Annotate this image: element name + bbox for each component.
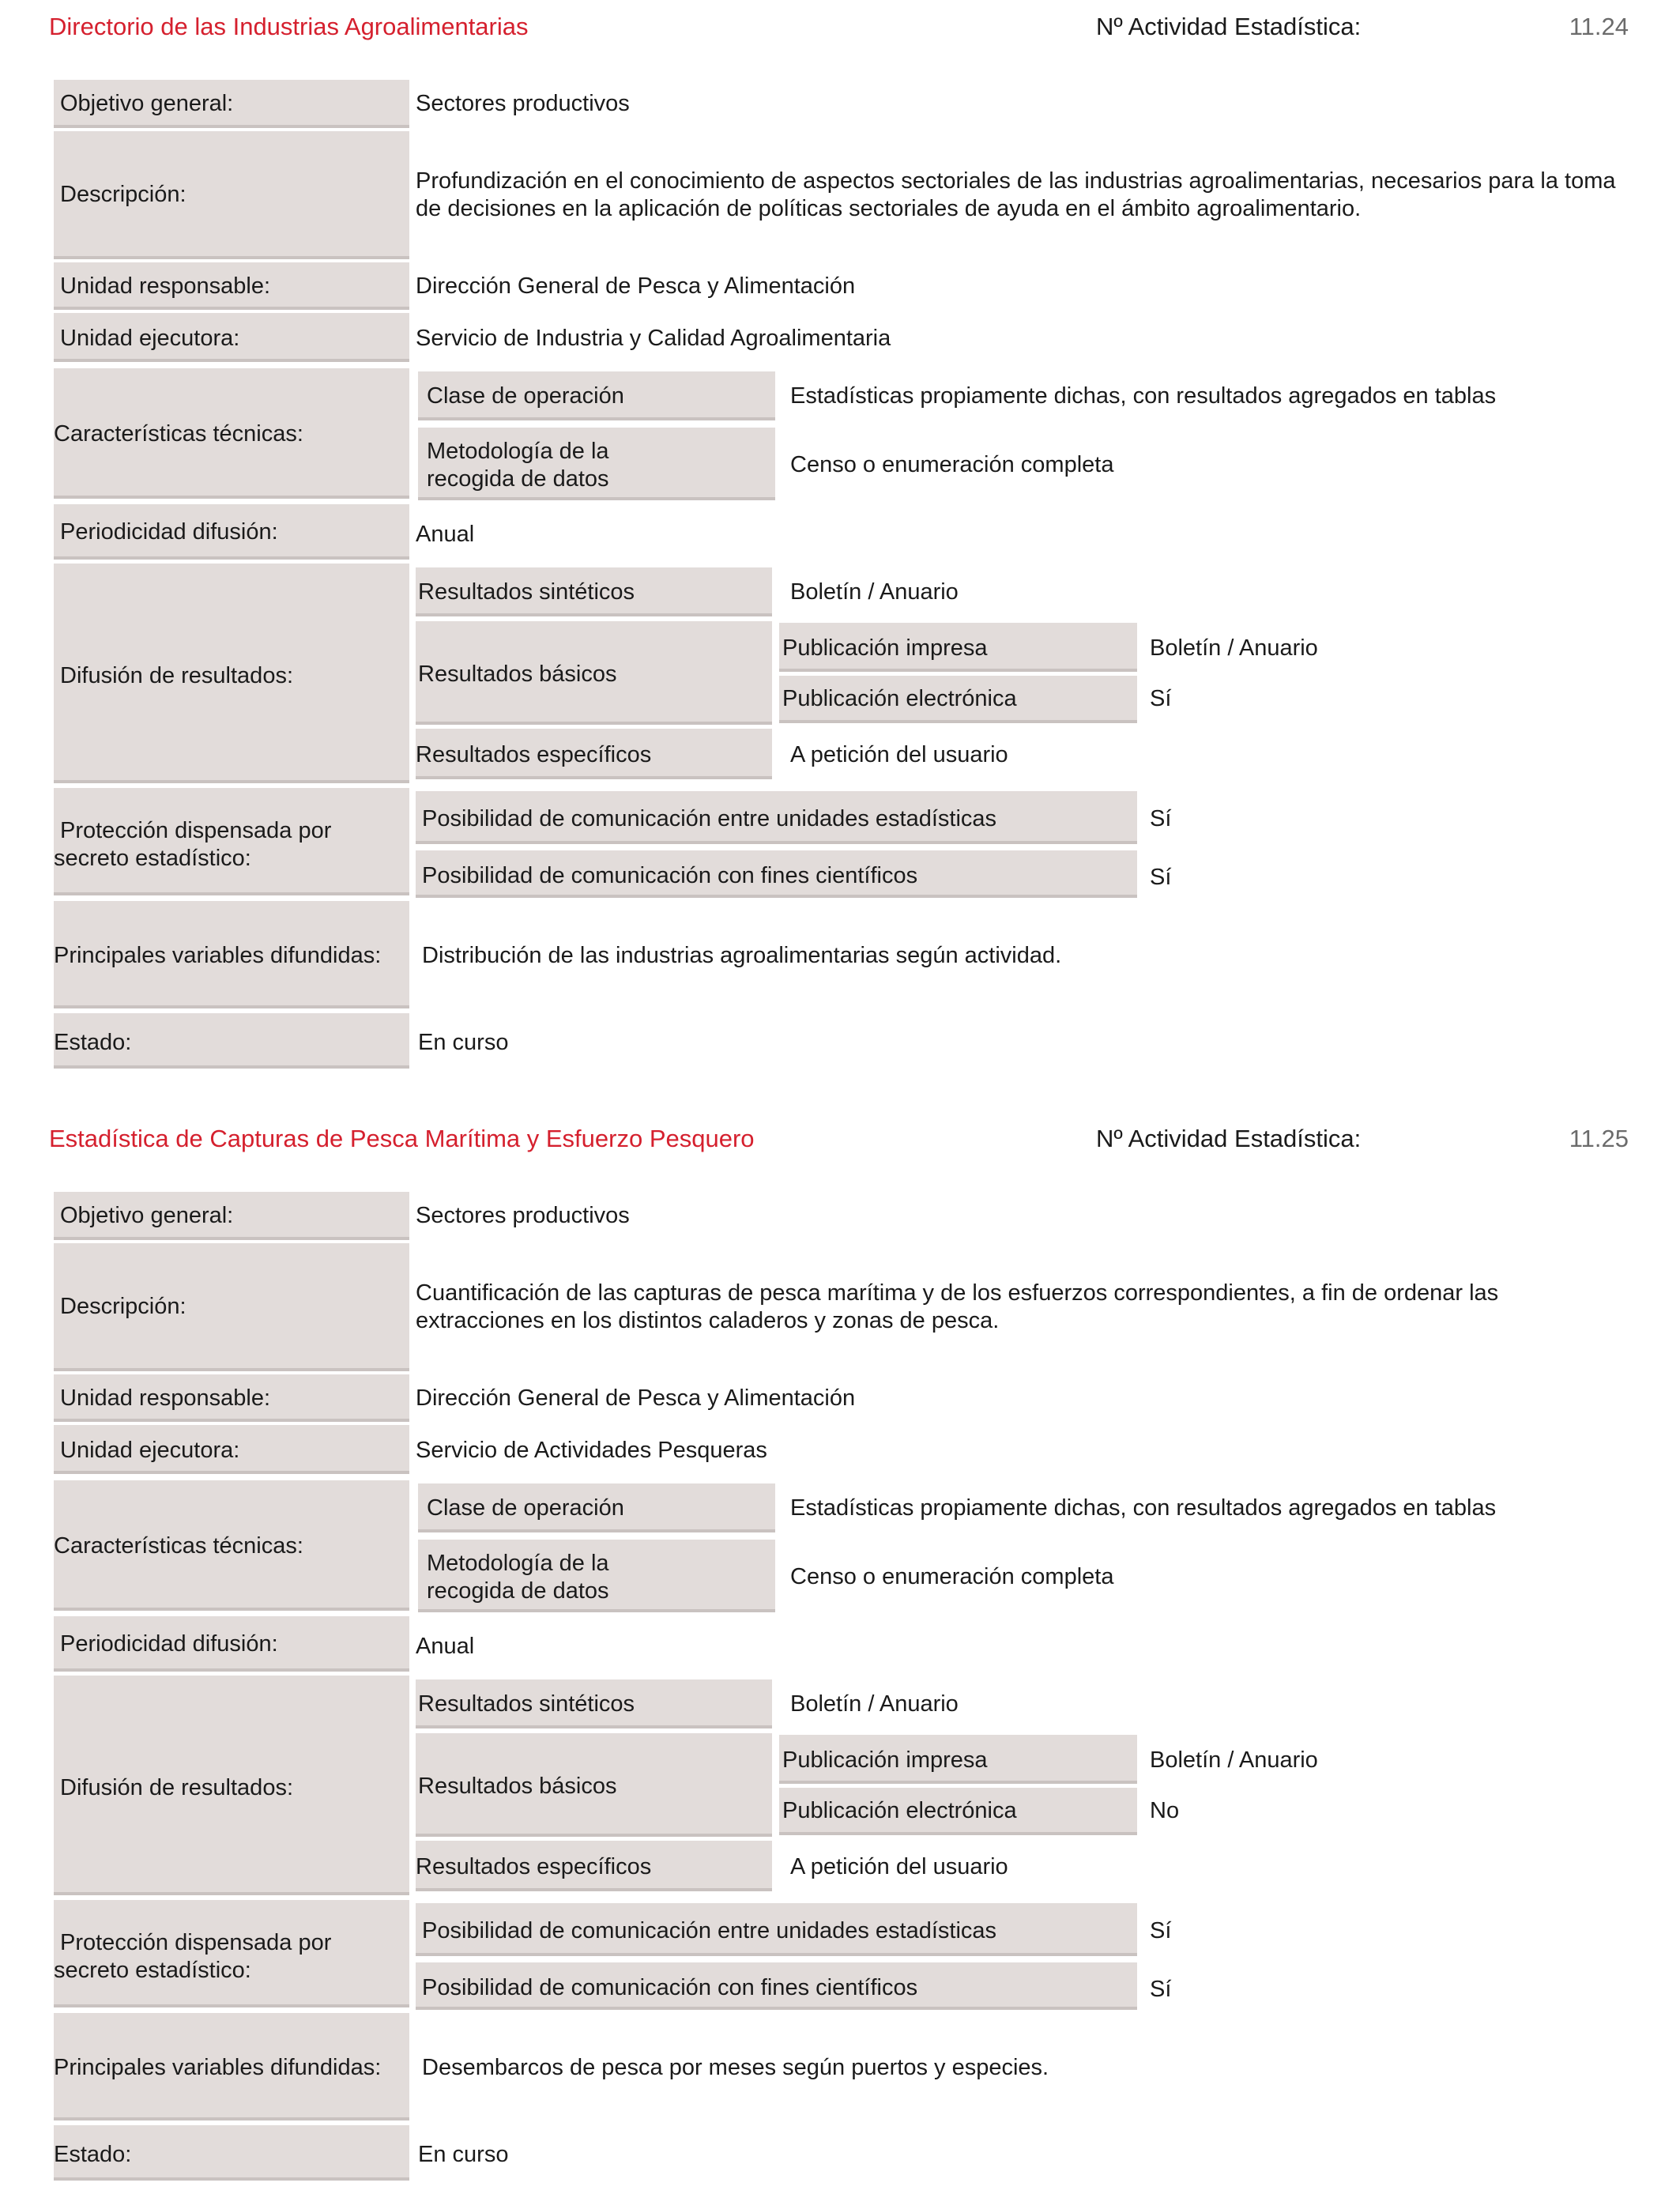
objetivo-label: Objetivo general: [60,91,234,116]
sinteticos-value: Boletín / Anuario [790,579,959,605]
electronica-value: No [1150,1798,1180,1823]
especificos-value: A petición del usuario [790,1854,1008,1879]
especificos-value: A petición del usuario [790,742,1008,767]
variables-label: Principales variables difundidas: [54,943,382,968]
estado-label: Estado: [54,1030,132,1055]
clase-operacion-value: Estadísticas propiamente dichas, con resultados agregados en tablas [790,383,1497,409]
clase-operacion-value: Estadísticas propiamente dichas, con resultados agregados en tablas [790,1495,1497,1521]
impresa-label: Publicación impresa [782,635,988,661]
metodologia-value: Censo o enumeración completa [790,452,1114,477]
descripcion-value: Cuantificación de las capturas de pesca marítima y de los esfuerzos correspondientes, a fin de ordenar las extracciones en los distintos caladeros y zonas de pesca. [416,1280,1499,1333]
metodologia-value: Censo o enumeración completa [790,1564,1114,1589]
sinteticos-value: Boletín / Anuario [790,1691,959,1717]
unidad-responsable-label: Unidad responsable: [60,1385,271,1411]
impresa-value: Boletín / Anuario [1150,635,1318,661]
electronica-label: Publicación electrónica [782,1798,1017,1823]
unidad-ejecutora-value: Servicio de Industria y Calidad Agroalimentaria [416,326,891,351]
variables-label: Principales variables difundidas: [54,2055,382,2080]
sinteticos-label: Resultados sintéticos [418,1691,635,1717]
clase-operacion-label: Clase de operación [427,1495,624,1521]
activity-number-label: Nº Actividad Estadística: [1096,1125,1362,1152]
objetivo-value: Sectores productivos [416,91,630,116]
periodicidad-value: Anual [416,522,475,547]
unidad-ejecutora-value: Servicio de Actividades Pesqueras [416,1438,767,1463]
estado-value: En curso [418,1030,509,1055]
comunicacion-unidades-label: Posibilidad de comunicación entre unidades estadísticas [422,806,997,831]
metodologia-label: Metodología de la recogida de datos [427,439,609,492]
activity-number-label: Nº Actividad Estadística: [1096,13,1362,40]
estado-label: Estado: [54,2142,132,2167]
difusion-label: Difusión de resultados: [60,663,293,688]
especificos-label: Resultados específicos [416,742,652,767]
proteccion-label: Protección dispensada por secreto estadístico: [54,1930,332,1983]
activity-title: Directorio de las Industrias Agroalimentarias [49,13,529,40]
difusion-label: Difusión de resultados: [60,1775,293,1800]
activity-number: 11.24 [1569,13,1629,40]
descripcion-label: Descripción: [60,1294,186,1319]
variables-value: Distribución de las industrias agroalimentarias según actividad. [422,943,1062,968]
periodicidad-label: Periodicidad difusión: [60,1631,278,1657]
metodologia-label: Metodología de la recogida de datos [427,1551,609,1604]
objetivo-value: Sectores productivos [416,1203,630,1228]
sinteticos-label: Resultados sintéticos [418,579,635,605]
unidad-responsable-value: Dirección General de Pesca y Alimentación [416,1385,856,1411]
comunicacion-cientificos-value: Sí [1150,1977,1172,2002]
variables-value: Desembarcos de pesca por meses según puertos y especies. [422,2055,1049,2080]
basicos-label: Resultados básicos [418,662,617,687]
electronica-value: Sí [1150,686,1172,711]
unidad-ejecutora-label: Unidad ejecutora: [60,326,240,351]
unidad-responsable-value: Dirección General de Pesca y Alimentación [416,273,856,299]
caracteristicas-label: Características técnicas: [54,1533,303,1559]
comunicacion-unidades-label: Posibilidad de comunicación entre unidades estadísticas [422,1918,997,1943]
clase-operacion-label: Clase de operación [427,383,624,409]
activity-number: 11.25 [1569,1125,1629,1152]
comunicacion-cientificos-value: Sí [1150,865,1172,890]
unidad-ejecutora-label: Unidad ejecutora: [60,1438,240,1463]
impresa-label: Publicación impresa [782,1747,988,1773]
estado-value: En curso [418,2142,509,2167]
objetivo-label: Objetivo general: [60,1203,234,1228]
periodicidad-label: Periodicidad difusión: [60,519,278,545]
basicos-label: Resultados básicos [418,1774,617,1799]
unidad-responsable-label: Unidad responsable: [60,273,271,299]
activity-title: Estadística de Capturas de Pesca Marítima y Esfuerzo Pesquero [49,1125,755,1152]
descripcion-value: Profundización en el conocimiento de aspectos sectoriales de las industrias agroalimentarias, necesarios para la toma de decisiones en la aplicación de políticas sectoriales de ayuda en el ámbito agroalimentario. [416,168,1616,221]
comunicacion-cientificos-label: Posibilidad de comunicación con fines científicos [422,863,918,888]
comunicacion-unidades-value: Sí [1150,806,1172,831]
comunicacion-unidades-value: Sí [1150,1918,1172,1943]
periodicidad-value: Anual [416,1634,475,1659]
caracteristicas-label: Características técnicas: [54,421,303,447]
comunicacion-cientificos-label: Posibilidad de comunicación con fines científicos [422,1975,918,2000]
electronica-label: Publicación electrónica [782,686,1017,711]
impresa-value: Boletín / Anuario [1150,1747,1318,1773]
descripcion-label: Descripción: [60,182,186,207]
proteccion-label: Protección dispensada por secreto estadístico: [54,818,332,871]
especificos-label: Resultados específicos [416,1854,652,1879]
